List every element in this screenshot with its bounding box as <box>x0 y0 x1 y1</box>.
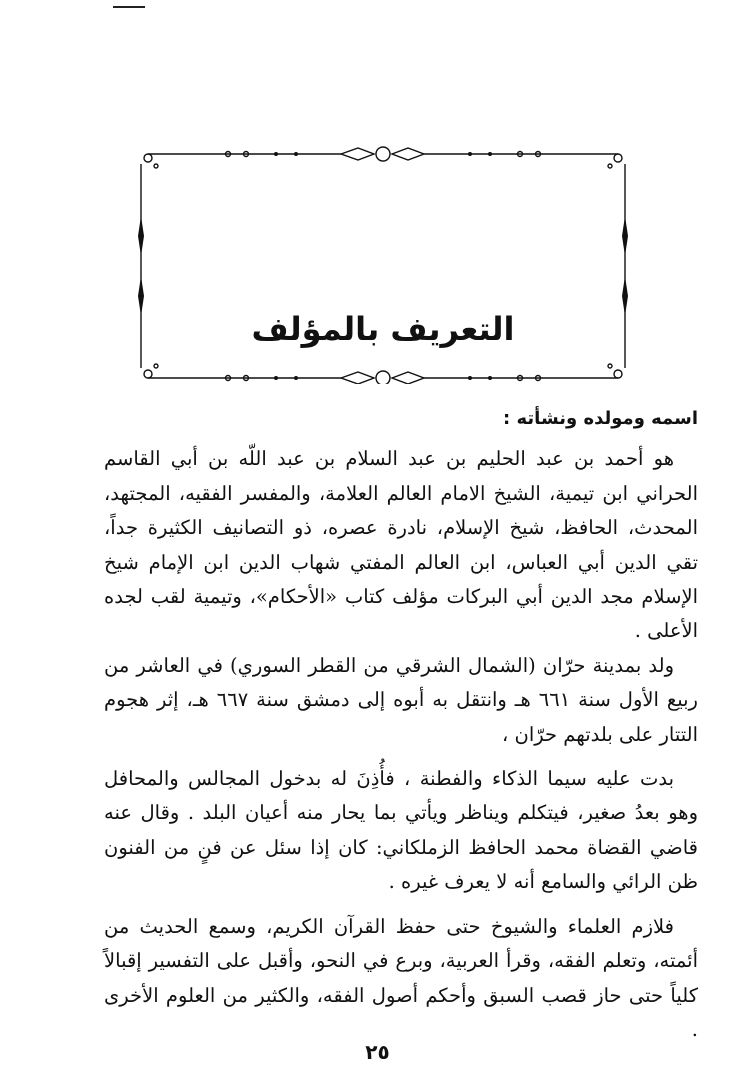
section-heading: اسمه ومولده ونشأته : <box>503 408 698 429</box>
ornamental-title-frame <box>136 146 630 384</box>
paragraph-studies: فلازم العلماء والشيوخ حتى حفظ القرآن الكريم، وسمع الحديث من أئمته، وتعلم الفقه، وقرأ العربية، وبرع في النحو، وأقبل على التفسير إقبالاً كلياً حتى حاز قصب السبق وأحكم أصول الفقه، والكثير من العلوم الأخرى . <box>104 914 698 1041</box>
top-rule <box>113 6 145 8</box>
paragraph-intelligence: بدت عليه سيما الذكاء والفطنة ، فأُذِنَ له بدخول المجالس والمحافل وهو بعدُ صغير، فيتكلم ويناظر ويأتي بما يحار منه أعيان البلد . وقال عنه قاضي القضاة محمد الحافظ الزملكاني: كان إذا سئل عن فنٍ من الفنون ظن الرائي والسامع أنه لا يعرف غيره . <box>104 767 698 894</box>
page-number: ٢٥ <box>365 1040 390 1064</box>
page-title: التعريف بالمؤلف <box>251 310 515 348</box>
frame-border-ornament <box>136 146 630 384</box>
body-text <box>104 402 698 1047</box>
paragraph-birth: ولد بمدينة حرّان (الشمال الشرقي من القطر السوري) في العاشر من ربيع الأول سنة ٦٦١ هـ وانتقل به أبوه إلى دمشق سنة ٦٦٧ هـ، إثر هجوم التتار على بلدتهم حرّان ، <box>104 653 698 746</box>
paragraph-name-lineage: هو أحمد بن عبد الحليم بن عبد السلام بن عبد اللّه بن أبي القاسم الحراني ابن تيمية، الشيخ الامام العالم العلامة، والمفسر الفقيه، المجتهد، المحدث، الحافظ، شيخ الإسلام، نادرة عصره، ذو التصانيف الكثيرة جداً، تقي الدين أبي العباس، ابن العالم المفتي شهاب الدين ابن الإمام شيخ الإسلام مجد الدين أبي البركات مؤلف كتاب «الأحكام»، وتيمية لقب لجده الأعلى . <box>104 447 698 643</box>
